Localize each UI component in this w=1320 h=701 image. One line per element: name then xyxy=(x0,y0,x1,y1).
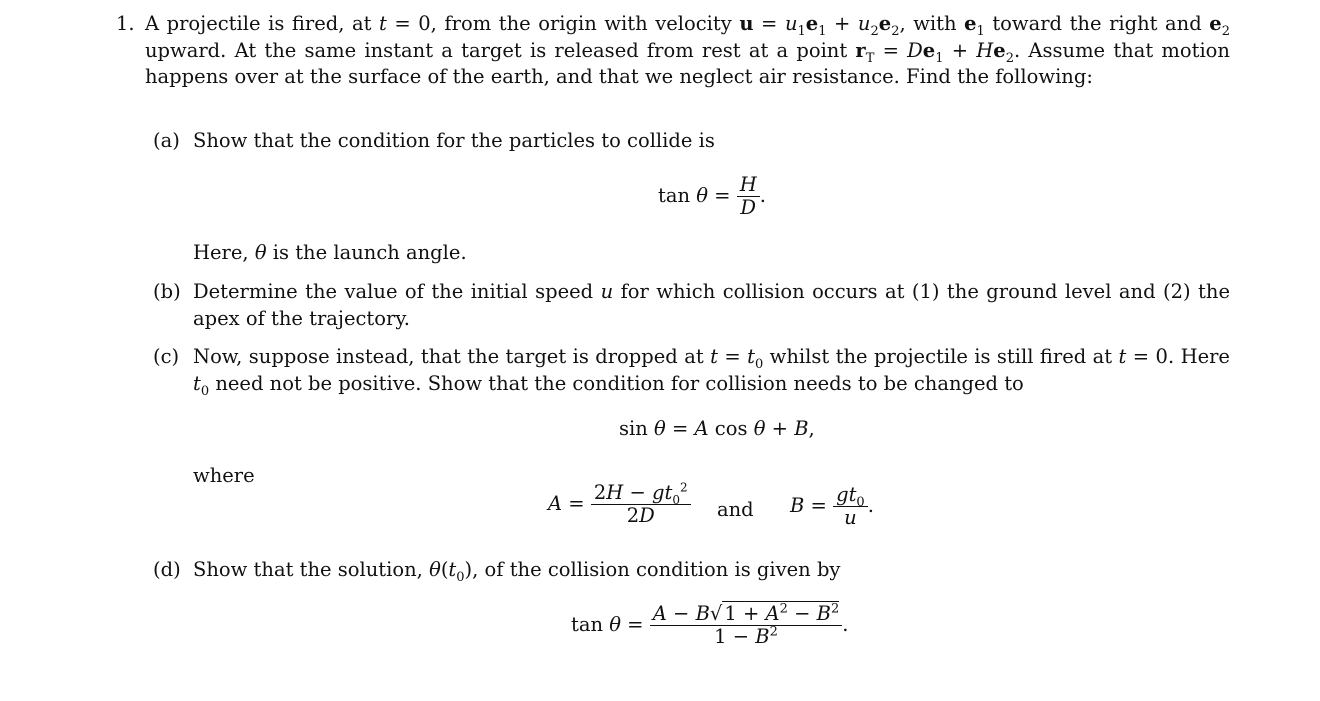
part-a-here: Here, θ is the launch angle. xyxy=(193,241,467,264)
equation-b-definition: B = $\frac{gt_0}{u}$ . xyxy=(790,483,874,529)
equation-a-definition: A = $\frac{2H - gt_0^2}{2D}$ xyxy=(548,482,691,527)
equation-tan-solution: tan θ = $\frac{A - B√ 1 + A^2 - B^2}{1 - B^2}$ . xyxy=(571,601,849,648)
part-d-text: Show that the solution, $\theta(t_0)$, of the collision condition is given by xyxy=(193,558,841,585)
problem-intro: A projectile is fired, at t = 0, from the origin with velocity $u = u_1e_1 + u_2e_2$, with $e_1$ toward the right and $e_2$ upward. At the same instant a target is released from rest at a point $r_T = De_1 + He_2$. Assume that motion happens over at the surface of the earth, and that we neglect air resistance. Find the following: xyxy=(145,12,1230,88)
part-b-text: Determine the value of the initial speed u for which collision occurs at (1) the ground level and (2) the apex of the trajectory. xyxy=(193,280,1230,330)
part-c-label: (c) xyxy=(153,345,180,368)
part-b-label: (b) xyxy=(153,280,181,303)
part-a-text: Show that the condition for the particles to collide is xyxy=(193,129,715,152)
part-c-where: where xyxy=(193,464,255,487)
part-c-text: Now, suppose instead, that the target is dropped at $t = t_0$ whilst the projectile is still fired at t = 0. Here $t_0$ need not be positive. Show that the condition for collision needs to be changed to xyxy=(193,345,1230,399)
part-a-label: (a) xyxy=(153,129,180,152)
problem-number: 1. xyxy=(116,12,135,35)
and-word: and xyxy=(717,498,754,521)
part-d-label: (d) xyxy=(153,558,181,581)
equation-tan-theta: tan θ = $\frac{H}{D}$ . xyxy=(658,173,766,219)
equation-sin-theta: sin θ = A cos θ + B, xyxy=(619,417,815,440)
